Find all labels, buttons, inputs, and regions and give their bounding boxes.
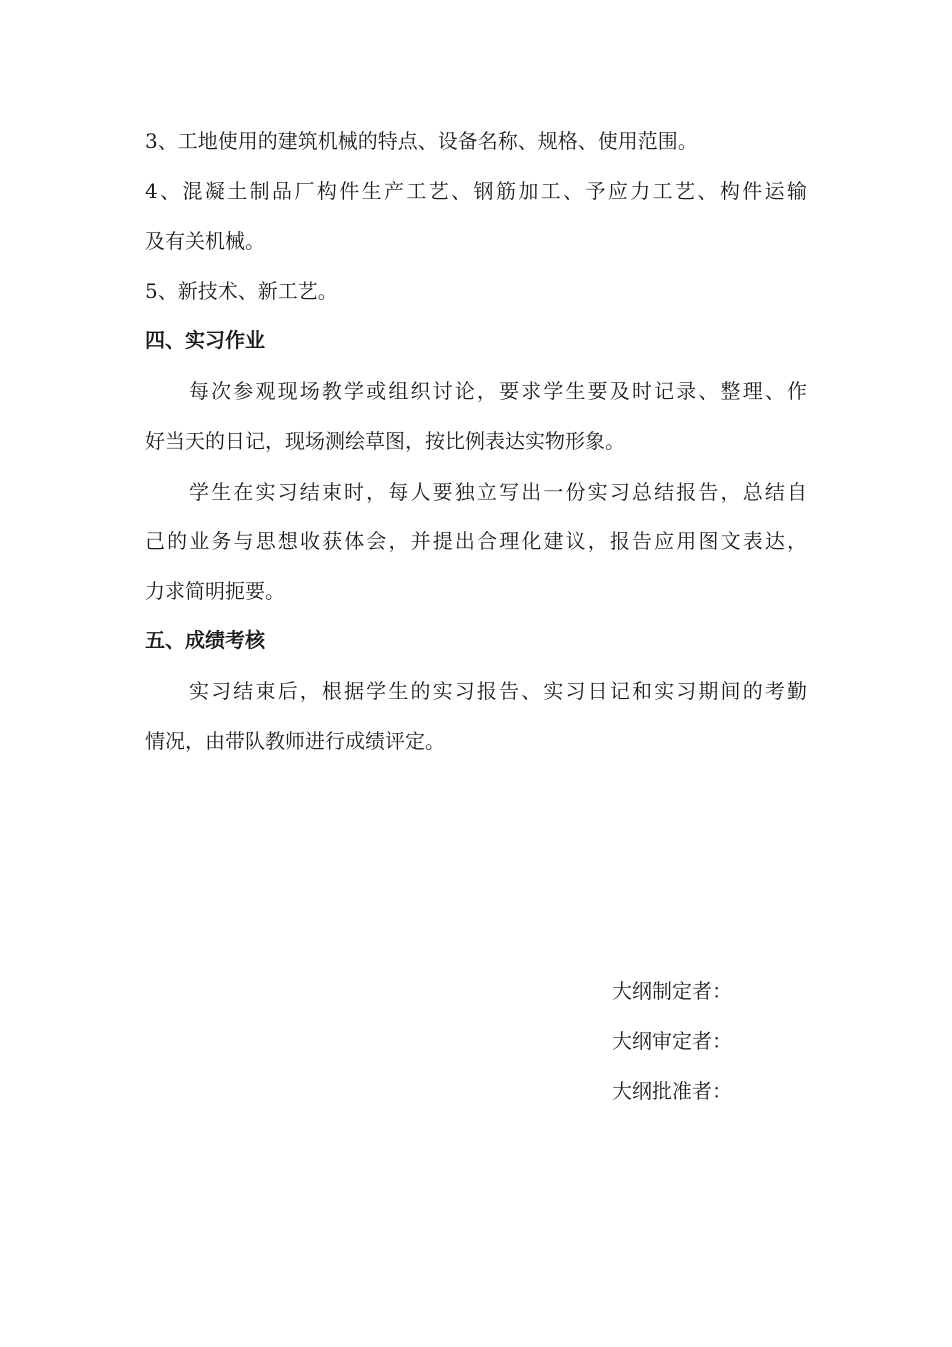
paragraph-line: 好当天的日记，现场测绘草图，按比例表达实物形象。 [145,429,625,453]
paragraph-line: 情况，由带队教师进行成绩评定。 [145,729,445,753]
paragraph-line: 实习结束后，根据学生的实习报告、实习日记和实习期间的考勤 [189,679,807,703]
list-item-5: 5、新技术、新工艺。 [145,279,338,303]
paragraph-line: 每次参观现场教学或组织讨论，要求学生要及时记录、整理、作 [189,379,807,403]
paragraph-line: 己的业务与思想收获体会，并提出合理化建议，报告应用图文表达， [145,529,807,553]
signature-reviewer-label: 大纲审定者： [612,1029,732,1053]
list-item-4-line-1: 4、混凝土制品厂构件生产工艺、钢筋加工、予应力工艺、构件运输 [145,179,807,203]
paragraph-line: 力求简明扼要。 [145,579,285,603]
list-item-3: 3、工地使用的建筑机械的特点、设备名称、规格、使用范围。 [145,129,698,153]
section-heading-internship-work: 四、实习作业 [145,328,265,352]
signature-drafter-label: 大纲制定者： [612,979,732,1003]
signature-approver-label: 大纲批准者： [612,1079,732,1103]
section-heading-assessment: 五、成绩考核 [145,628,265,652]
list-item-4-line-2: 及有关机械。 [145,229,265,253]
paragraph-line: 学生在实习结束时，每人要独立写出一份实习总结报告，总结自 [189,480,807,504]
